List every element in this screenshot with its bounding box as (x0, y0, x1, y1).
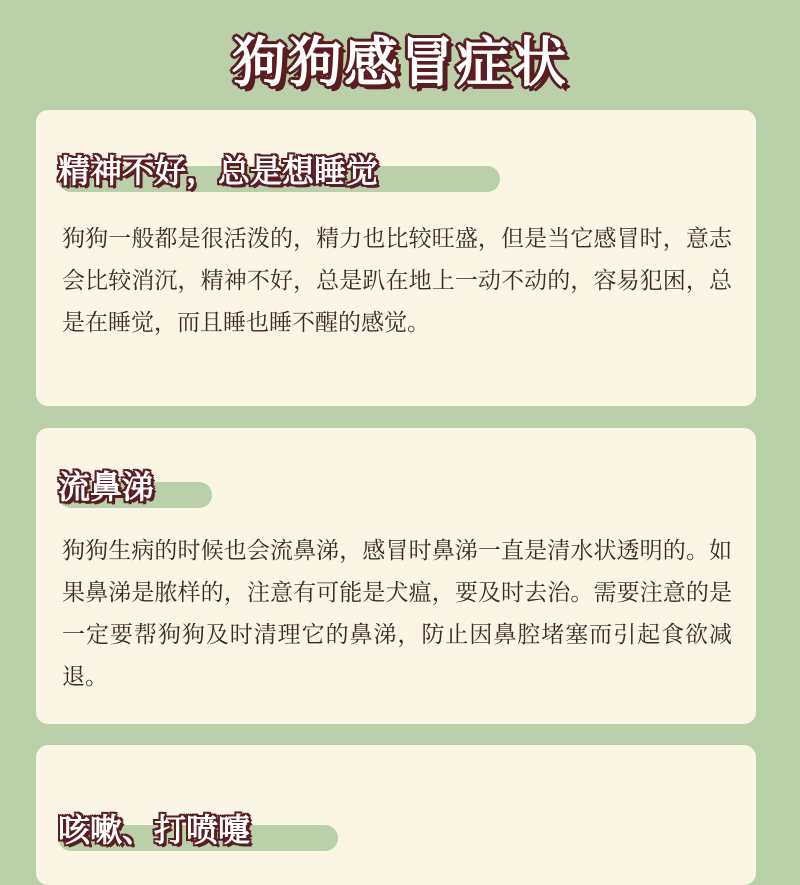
symptom-card-cough-sneeze (36, 745, 756, 885)
card-heading-text: 咳嗽、打喷嚏 (58, 811, 251, 849)
symptom-card-sleepy (36, 110, 756, 406)
symptom-card-runny-nose (36, 428, 756, 724)
card-heading-text: 精神不好，总是想睡觉 (58, 152, 379, 190)
card-heading-text: 流鼻涕 (58, 468, 155, 506)
card-heading (58, 148, 378, 194)
card-body-text: 狗狗一般都是很活泼的，精力也比较旺盛，但是当它感冒时，意志会比较消沉，精神不好，总是趴在地上一动不动的，容易犯困，总是在睡觉，而且睡也睡不醒的感觉。 (62, 226, 732, 336)
page-title: 狗狗感冒症状 (232, 31, 568, 94)
card-body-text: 狗狗生病的时候也会流鼻涕，感冒时鼻涕一直是清水状透明的。如果鼻涕是脓样的，注意有可能是犬瘟，要及时去治。需要注意的是一定要帮狗狗及时清理它的鼻涕，防止因鼻腔堵塞而引起食欲减退。 (62, 538, 732, 690)
card-heading (58, 464, 154, 510)
card-heading (58, 807, 250, 853)
